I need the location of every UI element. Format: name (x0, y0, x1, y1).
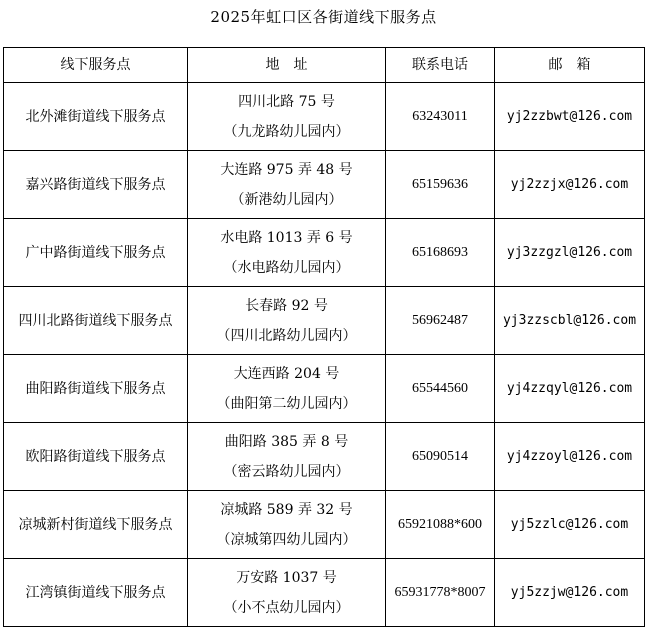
address-note: （九龙路幼儿园内） (223, 123, 350, 140)
service-point-name: 嘉兴路街道线下服务点 (4, 151, 188, 219)
table-row (4, 83, 645, 151)
address-line: 大连路 975 弄 48 号 (220, 161, 353, 178)
phone-cell: 56962487 (386, 287, 495, 355)
email-cell: yj5zzlc@126.com (495, 491, 645, 559)
address-note: （水电路幼儿园内） (223, 259, 350, 276)
email-cell: yj4zzqyl@126.com (495, 355, 645, 423)
phone-cell: 65090514 (386, 423, 495, 491)
table-row (4, 151, 645, 219)
phone-cell: 65544560 (386, 355, 495, 423)
address-cell (188, 83, 386, 151)
table-row (4, 423, 645, 491)
address-line: 凉城路 589 弄 32 号 (220, 501, 353, 518)
header-phone: 联系电话 (386, 48, 495, 83)
address-cell (188, 287, 386, 355)
address-line: 曲阳路 385 弄 8 号 (224, 433, 349, 450)
address-line: 万安路 1037 号 (236, 569, 337, 586)
address-cell (188, 423, 386, 491)
service-points-table (3, 47, 645, 627)
service-point-name: 北外滩街道线下服务点 (4, 83, 188, 151)
phone-cell: 63243011 (386, 83, 495, 151)
service-point-name: 凉城新村街道线下服务点 (4, 491, 188, 559)
service-point-name: 广中路街道线下服务点 (4, 219, 188, 287)
email-cell: yj4zzoyl@126.com (495, 423, 645, 491)
address-note: （曲阳第二幼儿园内） (216, 395, 357, 412)
email-cell: yj3zzgzl@126.com (495, 219, 645, 287)
phone-cell: 65168693 (386, 219, 495, 287)
address-note: （新港幼儿园内） (230, 191, 343, 208)
service-point-name: 四川北路街道线下服务点 (4, 287, 188, 355)
table-row (4, 559, 645, 627)
table-row (4, 219, 645, 287)
address-note: （小不点幼儿园内） (223, 599, 350, 616)
header-address: 地 址 (188, 48, 386, 83)
address-cell (188, 491, 386, 559)
service-point-name: 曲阳路街道线下服务点 (4, 355, 188, 423)
table-row (4, 287, 645, 355)
address-cell (188, 559, 386, 627)
address-note: （密云路幼儿园内） (223, 463, 350, 480)
address-line: 长春路 92 号 (245, 297, 328, 314)
phone-cell: 65159636 (386, 151, 495, 219)
address-cell (188, 355, 386, 423)
email-cell: yj5zzjw@126.com (495, 559, 645, 627)
table-row (4, 491, 645, 559)
address-note: （四川北路幼儿园内） (216, 327, 357, 344)
address-cell (188, 219, 386, 287)
service-point-name: 江湾镇街道线下服务点 (4, 559, 188, 627)
page-title: 2025年虹口区各街道线下服务点 (210, 8, 437, 26)
email-cell: yj2zzbwt@126.com (495, 83, 645, 151)
phone-cell: 65931778*8007 (386, 559, 495, 627)
table-row (4, 355, 645, 423)
header-email: 邮 箱 (495, 48, 645, 83)
address-note: （凉城第四幼儿园内） (216, 531, 357, 548)
email-cell: yj3zzscbl@126.com (495, 287, 645, 355)
address-cell (188, 151, 386, 219)
email-cell: yj2zzjx@126.com (495, 151, 645, 219)
header-service-point: 线下服务点 (4, 48, 188, 83)
address-line: 大连西路 204 号 (233, 365, 340, 382)
service-point-name: 欧阳路街道线下服务点 (4, 423, 188, 491)
phone-cell: 65921088*600 (386, 491, 495, 559)
table-header-row (4, 48, 645, 83)
address-line: 四川北路 75 号 (238, 93, 335, 110)
address-line: 水电路 1013 弄 6 号 (220, 229, 353, 246)
